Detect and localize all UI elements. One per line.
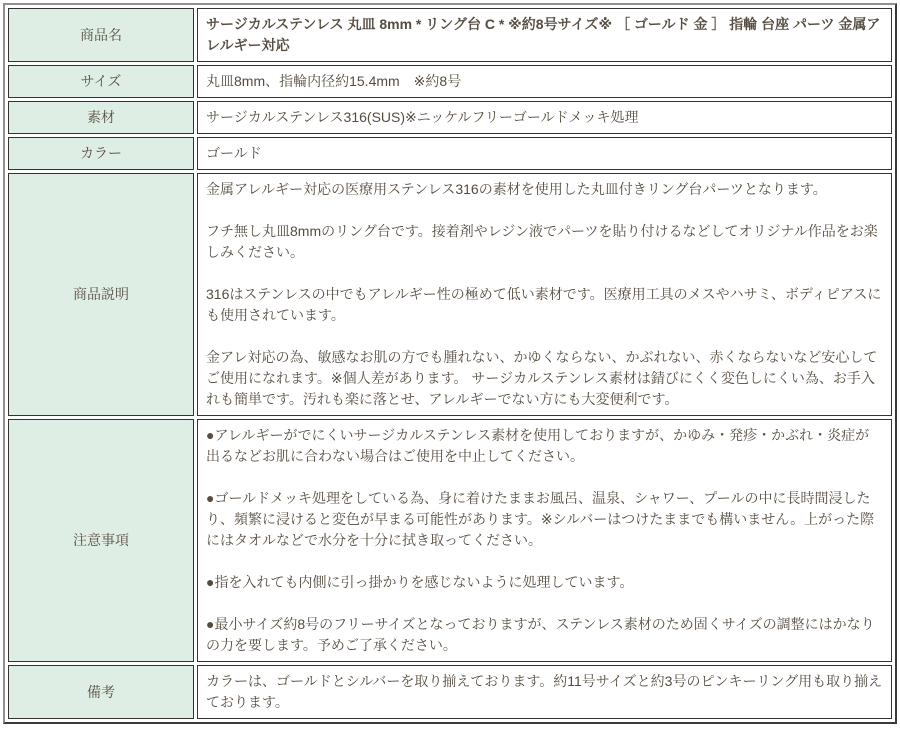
spec-row-value: [197, 665, 892, 719]
spec-row-6: [8, 665, 892, 719]
spec-paragraph: 丸皿8mm、指輪内径約15.4mm ※約8号: [206, 73, 462, 89]
spec-row-value: [197, 137, 892, 170]
spec-row-3: [8, 137, 892, 170]
spec-row-label: 素材: [8, 101, 194, 134]
spec-row-value: [197, 65, 892, 98]
spec-row-1: [8, 65, 892, 98]
spec-row-value: [197, 173, 892, 416]
spec-row-value: [197, 101, 892, 134]
product-spec-table-body: [8, 8, 892, 719]
spec-row-label: 商品説明: [8, 173, 194, 416]
spec-row-label: カラー: [8, 137, 194, 170]
spec-paragraph: サージカルステンレス 丸皿 8mm * リング台 C * ※約8号サイズ※ ［ ゴールド 金 ］ 指輪 台座 パーツ 金属アレルギー対応: [206, 16, 881, 53]
spec-row-label: 備考: [8, 665, 194, 719]
spec-row-label: 商品名: [8, 8, 194, 62]
spec-row-value: [197, 419, 892, 662]
spec-paragraph: ●指を入れても内側に引っ掛かりを感じないように処理しています。: [206, 574, 634, 590]
spec-paragraph: ゴールド: [206, 145, 262, 161]
product-spec-table: [3, 3, 897, 724]
spec-row-0: [8, 8, 892, 62]
spec-paragraph: 316はステンレスの中でもアレルギー性の極めて低い素材です。医療用工具のメスやハサミ、ボディピアスにも使用されています。: [206, 286, 882, 323]
spec-row-4: [8, 173, 892, 416]
spec-row-value: [197, 8, 892, 62]
spec-row-2: [8, 101, 892, 134]
spec-paragraph: フチ無し丸皿8mmのリング台です。接着剤やレジン液でパーツを貼り付けるなどしてオリジナル作品をお楽しみください。: [206, 223, 878, 260]
spec-row-5: [8, 419, 892, 662]
spec-paragraph: 金属アレルギー対応の医療用ステンレス316の素材を使用した丸皿付きリング台パーツとなります。: [206, 181, 827, 197]
spec-paragraph: ●アレルギーがでにくいサージカルステンレス素材を使用しておりますが、かゆみ・発疹・かぶれ・炎症が出るなどお肌に合わない場合はご使用を中止してください。: [206, 427, 870, 464]
spec-row-label: サイズ: [8, 65, 194, 98]
spec-paragraph: ●ゴールドメッキ処理をしている為、身に着けたままお風呂、温泉、シャワー、プールの中に長時間浸したり、頻繁に浸けると変色が早まる可能性があります。※シルバーはつけたままでも構いません。上がった際にはタオルなどで水分を十分に拭き取ってください。: [206, 490, 875, 548]
spec-paragraph: ●最小サイズ約8号のフリーサイズとなっておりますが、ステンレス素材のため固くサイズの調整にはかなりの力を要します。予めご了承ください。: [206, 616, 875, 653]
spec-paragraph: カラーは、ゴールドとシルバーを取り揃えております。約11号サイズと約3号のピンキーリング用も取り揃えております。: [206, 673, 883, 710]
spec-paragraph: サージカルステンレス316(SUS)※ニッケルフリーゴールドメッキ処理: [206, 109, 639, 125]
spec-paragraph: 金アレ対応の為、敏感なお肌の方でも腫れない、かゆくならない、かぶれない、赤くならないなど安心してご使用になれます。※個人差があります。 サージカルステンレス素材は錆びにくく変色しにくい為、お手入れも簡単です。汚れも楽に落とせ、アレルギーでない方にも大変便利です。: [206, 349, 878, 407]
spec-row-label: 注意事項: [8, 419, 194, 662]
